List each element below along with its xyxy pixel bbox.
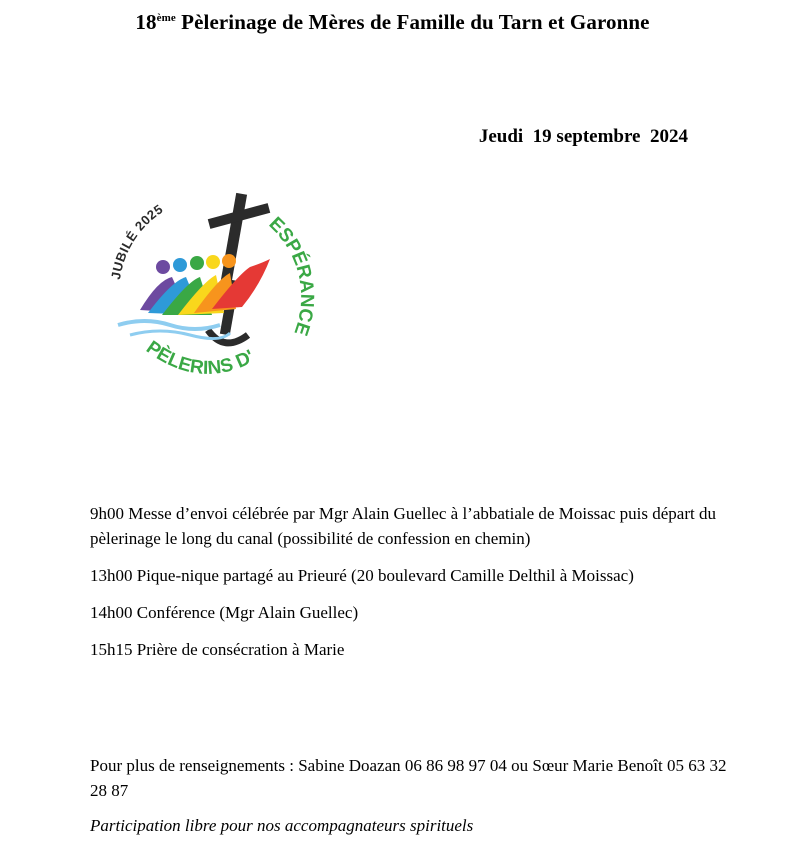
participation-note: Participation libre pour nos accompagnateurs spirituels [90, 816, 474, 835]
title-text: Pèlerinage de Mères de Famille du Tarn et Garonne [175, 10, 650, 34]
logo-arc-text: ESPÉRANCE [264, 213, 318, 339]
pilgrims-icon [140, 254, 270, 315]
program-item: 14h00 Conférence (Mgr Alain Guellec) [90, 603, 359, 622]
event-date: Jeudi 19 septembre 2024 [478, 126, 688, 147]
title-ordinal-suffix: ème [156, 12, 176, 24]
contact-info [90, 753, 730, 803]
page-title [0, 10, 785, 35]
logo-bottom-text: PÈLERINS D' [142, 337, 258, 380]
logo-top-text: JUBILÉ 2025 [108, 201, 166, 281]
title-number: 18 [135, 10, 157, 34]
program-item: 13h00 Pique-nique partagé au Prieuré (20 boulevard Camille Delthil à Moissac) [90, 566, 634, 585]
program-list [90, 501, 730, 674]
jubilee-logo [100, 185, 330, 400]
contact-text: Pour plus de renseignements : Sabine Doazan 06 86 98 97 04 ou Sœur Marie Benoît 05 63 32 28 87 [90, 756, 727, 800]
program-item: 15h15 Prière de consécration à Marie [90, 640, 345, 659]
program-item: 9h00 Messe d’envoi célébrée par Mgr Alain Guellec à l’abbatiale de Moissac puis départ du pèlerinage le long du canal (possibilité de confession en chemin) [90, 504, 716, 548]
